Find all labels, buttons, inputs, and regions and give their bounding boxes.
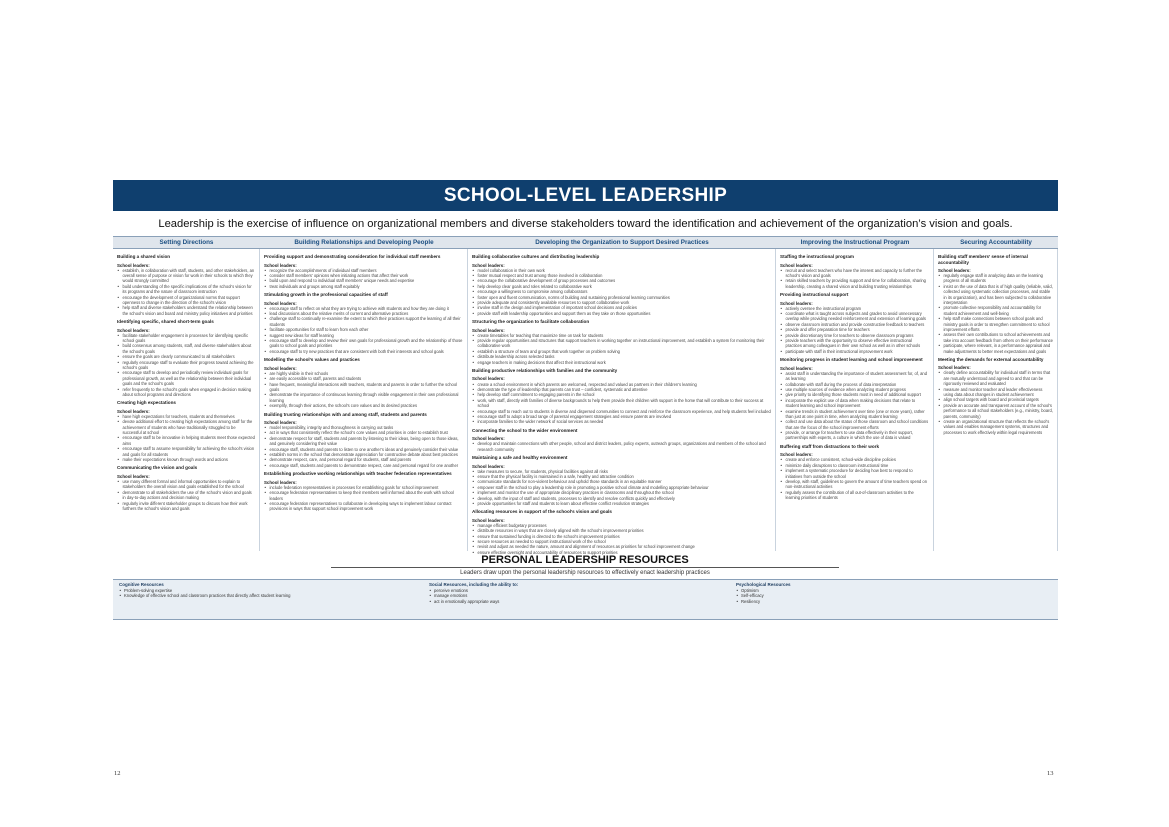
- bullet-item: • demonstrate respect for staff, students and parents by listening to their ideas, being open to those ideas, and genuinely considering their value: [269, 436, 463, 447]
- bullet-item: • use multiple sources of evidence when analyzing student progress: [785, 387, 929, 392]
- resource-item: • Knowledge of effective school and classroom practices that directly affect student learning: [124, 593, 419, 599]
- bullet-item: • treat individuals and groups among staff equitably: [269, 284, 463, 289]
- column-organization: [468, 249, 776, 555]
- bullet-item: • encourage staff to develop and periodically review individual goals for professional growth, as well as the relationship between their individual goals and the school’s goals: [122, 370, 255, 386]
- bullet-item: • have high expectations for teachers, students and themselves: [122, 414, 255, 419]
- resource-list: [736, 588, 1036, 605]
- bullet-item: • provide staff with leadership opportunities and support them as they take on those opportunities: [477, 311, 771, 316]
- bullet-item: • encourage staff to assume responsibility for achieving the school’s vision and goals for all students: [122, 446, 255, 457]
- section-lead-in: School leaders:: [472, 436, 505, 442]
- section: [780, 444, 929, 501]
- bullet-list: [780, 306, 929, 355]
- section-lead-in: School leaders:: [117, 262, 150, 268]
- section-title: Connecting the school to the wider environment: [472, 427, 578, 433]
- bullet-item: • encourage federation representatives to keep their members well informed about the work with school leaders: [269, 490, 463, 501]
- bullet-item: • have frequent, meaningful interactions with teachers, students and parents in order to further the school goals: [269, 382, 463, 393]
- bullet-item: • encourage the collaborative development of group processes and outcomes: [477, 278, 771, 283]
- bullet-list: [117, 414, 255, 463]
- bullet-item: • create a school environment in which parents are welcomed, respected and valued as partners in their children’s learning: [477, 382, 771, 387]
- column-heading-accountability: Securing Accountability: [960, 239, 1032, 246]
- bullet-item: • develop, with staff, guidelines to govern the amount of time teachers spend on non-instructional activities: [785, 479, 929, 490]
- bullet-item: • provide teachers with the opportunity to observe effective instructional practices among colleagues in their own school as well as in other schools: [785, 338, 929, 349]
- bullet-item: • create an organizational structure that reflects the school’s values and enables management systems, structures and processes to work effectively within legal requirements: [943, 419, 1053, 435]
- bullet-list: [264, 268, 463, 290]
- bullet-item: • work, with staff, directly with families of diverse backgrounds to help them provide their children with support in the home that will contribute to their success at school: [477, 398, 771, 409]
- section: [780, 357, 929, 441]
- bullet-item: • insist on the use of data that is of high quality (reliable, valid, collected using systematic collection processes, and stable in its organization), and has been subjected to collaborative interpretation: [943, 284, 1053, 306]
- resource-group-social: [429, 582, 729, 605]
- bullet-item: • develop and maintain connections with other people, school and district leaders, policy experts, outreach groups, organizations and members of the school and research community: [477, 441, 771, 452]
- bullet-item: • actively oversee the instructional program: [785, 306, 929, 311]
- section-title: Identifying specific, shared short-term goals: [117, 319, 214, 325]
- section-lead-in: School leaders:: [780, 300, 813, 306]
- bullet-list: [780, 268, 929, 290]
- section-lead-in: School leaders:: [938, 268, 971, 273]
- section-title: Staffing the instructional program: [780, 254, 855, 259]
- resource-item: • Resiliency: [741, 599, 1036, 605]
- bullet-item: • devote additional effort to creating high expectations among staff for the achievement of students who have traditionally struggled to be successful at school: [122, 419, 255, 435]
- bullet-item: • distribute resources in ways that are closely aligned with the school’s improvement priorities: [477, 528, 771, 533]
- bullet-item: • create timetables for teaching that maximize time on task for students: [477, 333, 771, 338]
- bullet-item: • encourage staff to try new practices that are consistent with both their interests and school goals: [269, 349, 463, 354]
- bullet-item: • give priority to identifying those students most in need of additional support: [785, 392, 929, 397]
- resources-subtitle: Leaders draw upon the personal leadership resources to effectively enact leadership practices: [460, 570, 710, 576]
- bullet-item: • minimize daily disruptions to classroom instructional time: [785, 463, 929, 468]
- bullet-list: [938, 273, 1053, 354]
- section-title: Buffering staff from distractions to their work: [780, 443, 880, 449]
- bullet-item: • encourage staff to be innovative in helping students meet those expected aims: [122, 435, 255, 446]
- section-lead-in: School leaders:: [117, 473, 150, 479]
- bullet-item: • refer frequently to the school’s goals when engaged in decision making about school programs and directions: [122, 387, 255, 398]
- section: [472, 509, 771, 555]
- section-lead-in: School leaders:: [938, 365, 971, 371]
- section-lead-in: School leaders:: [472, 517, 505, 523]
- column-accountability: [934, 249, 1058, 551]
- bullet-item: • revisit and adjust as needed the nature, amount and alignment of resources as priorities for school improvement change: [477, 544, 771, 549]
- section: [264, 471, 463, 512]
- bullet-item: • provide, or arrange for teachers to use data effectively in their support, partnerships with experts, a culture in which the use of data is valued: [785, 430, 929, 441]
- bullet-list: [472, 469, 771, 507]
- bullet-item: • examine trends in student achievement over time (one or more years), rather than just at one point in time, when analyzing student learning: [785, 409, 929, 420]
- bullet-item: • are easily accessible to staff, parents and students: [269, 376, 463, 381]
- resource-item: • act in emotionally appropriate ways: [434, 599, 729, 605]
- bullet-item: • encourage staff, students and parents to demonstrate respect, care and personal regard for one another: [269, 463, 463, 468]
- bullet-item: • recruit and select teachers who have the interest and capacity to further the school’s vision and goals: [785, 268, 929, 279]
- bullet-item: • encourage federation representatives to collaborate in developing ways to implement labour contract provisions in ways that support school improvement work: [269, 501, 463, 512]
- bullet-item: • make their expectations known through words and actions: [122, 457, 255, 462]
- bullet-item: • exemplify, through their actions, the school’s core values and its desired practices: [269, 403, 463, 408]
- section: [472, 455, 771, 506]
- section: [938, 254, 1053, 354]
- bullet-list: [780, 371, 929, 441]
- bullet-list: [780, 457, 929, 500]
- section-lead-in: School leaders:: [780, 365, 813, 371]
- bullet-item: • encourage staff to reflect on what they are trying to achieve with students and how they are doing it: [269, 306, 463, 311]
- bullet-item: • model collaboration in their own work: [477, 268, 771, 273]
- section-lead-in: School leaders:: [780, 452, 813, 458]
- section-lead-in: School leaders:: [472, 376, 505, 382]
- bullet-item: • demonstrate respect, care, and personal regard for students, staff and parents: [269, 457, 463, 462]
- section: [117, 465, 255, 511]
- bullet-item: • model responsibility, integrity and thoroughness in carrying out tasks: [269, 425, 463, 430]
- section: [938, 357, 1053, 435]
- bullet-item: • provide and offer preparation time for teachers: [785, 327, 929, 332]
- bullet-item: • demonstrate the importance of continuous learning through visible engagement in their own professional learning: [269, 392, 463, 403]
- bullet-list: [472, 333, 771, 365]
- bullet-item: • engage teachers in making decisions that affect their instructional work: [477, 360, 771, 365]
- section: [264, 254, 463, 289]
- section-title: Monitoring progress in student learning and school improvement: [780, 357, 923, 363]
- bullet-item: • participate, where relevant, in a performance appraisal and make adjustments to better meet expectations and goals: [943, 343, 1053, 354]
- section: [472, 368, 771, 425]
- bullet-list: [472, 441, 771, 452]
- bullet-item: • facilitate opportunities for staff to learn from each other: [269, 327, 463, 332]
- section-title: Establishing productive working relationships with teacher federation representatives: [264, 471, 452, 477]
- column-setting-directions: [113, 249, 260, 551]
- bullet-item: • foster mutual respect and trust among those involved in collaboration: [477, 273, 771, 278]
- bullet-item: • help staff and diverse stakeholders understand the relationship between the school’s vision and board and ministry policy initiatives and priorities: [122, 305, 255, 316]
- section-title: Building productive relationships with families and the community: [472, 367, 618, 373]
- bullet-item: • implement and monitor the use of appropriate disciplinary practices in classrooms and throughout the school: [477, 490, 771, 495]
- section-lead-in: School leaders:: [264, 300, 297, 306]
- bullet-item: • create and enforce consistent, school-wide discipline policies: [785, 457, 929, 462]
- bullet-item: • communicate standards for non-violent behaviour and uphold those standards in an equitable manner: [477, 479, 771, 484]
- section: [117, 400, 255, 462]
- section-title: Maintaining a safe and healthy environment: [472, 455, 568, 461]
- bullet-list: [264, 485, 463, 512]
- bullet-item: • measure and monitor teacher and leader effectiveness using data about changes in student achievement: [943, 387, 1053, 398]
- bullet-list: [264, 371, 463, 409]
- bullet-list: [264, 306, 463, 355]
- poster-title: SCHOOL-LEVEL LEADERSHIP: [113, 180, 1058, 211]
- section-title: Meeting the demands for external accountability: [938, 356, 1044, 362]
- section: [472, 428, 771, 452]
- section: [472, 319, 771, 365]
- bullet-list: [938, 370, 1053, 435]
- bullet-item: • take measures to secure, for students, physical facilities against all risks: [477, 469, 771, 474]
- bullet-item: • ensure the goals are clearly communicated to all stakeholders: [122, 354, 255, 359]
- bullet-item: • encourage the development of organizational norms that support openness to change in the direction of the school’s vision: [122, 295, 255, 306]
- bullet-item: • establish, in collaboration with staff, students, and other stakeholders, an overall sense of purpose or vision for work in their schools to which they would strongly committed: [122, 268, 255, 284]
- bullet-item: • incorporate the explicit use of data when making decisions that relate to student learning and school improvement: [785, 398, 929, 409]
- bullet-item: • ensure effective oversight and accountability of resources to support priorities: [477, 550, 771, 555]
- bullet-item: • help staff make connections between school goals and ministry goals in order to strengthen commitment to school improvement efforts: [943, 316, 1053, 332]
- bullet-item: • build understanding of the specific implications of the school’s vision for its programs and the nature of classroom instruction: [122, 284, 255, 295]
- bullet-item: • provide opportunities for staff and students to learn about effective conflict resolution strategies: [477, 501, 771, 506]
- section-title: Structuring the organization to facilitate collaboration: [472, 319, 590, 325]
- bullet-item: • manage efficient budgetary processes: [477, 523, 771, 528]
- column-relationships: [260, 249, 468, 551]
- resources-band: [113, 579, 1058, 620]
- section: [117, 319, 255, 397]
- section-lead-in: School leaders:: [264, 479, 297, 485]
- bullet-item: • challenge staff to continually re-examine the extent to which their practices support the learning of all their students: [269, 316, 463, 327]
- resource-group-cognitive: [119, 582, 419, 599]
- bullet-item: • assess their own contributions to school achievements and take into account feedback from others on their performance: [943, 332, 1053, 343]
- bullet-item: • provide an accurate and transparent account of the school’s performance to all school stakeholders (e.g., ministry, board, parents, community): [943, 403, 1053, 419]
- section-title: Communicating the vision and goals: [117, 465, 198, 471]
- bullet-item: • encourage staff to develop and review their own goals for professional growth and the relationship of those goals to school goals and priorities: [269, 338, 463, 349]
- bullet-list: [264, 425, 463, 468]
- section: [264, 412, 463, 469]
- column-heading-setting-directions: Setting Directions: [159, 239, 214, 246]
- section-title: Creating high expectations: [117, 400, 176, 406]
- section: [780, 254, 929, 289]
- bullet-item: • encourage staff to reach out to students in diverse and dispersed communities to connect and reinforce the classroom experience, and help students feel included: [477, 409, 771, 414]
- bullet-item: • regularly invite different stakeholder groups to discuss how their work furthers the school’s vision and goals: [122, 501, 255, 512]
- bullet-item: • lead discussions about the relative merits of current and alternative practices: [269, 311, 463, 316]
- bullet-item: • provide discretionary time for teachers to observe classroom programs: [785, 333, 929, 338]
- bullet-item: • consider staff members’ opinions when initiating actions that affect their work: [269, 273, 463, 278]
- bullet-item: • regularly assess the contribution of all out-of-classroom activities to the learning priorities of students: [785, 490, 929, 501]
- bullet-item: • secure resources as needed to support instructional work of the school: [477, 539, 771, 544]
- bullet-item: • promote collective responsibility and accountability for student achievement and well-being: [943, 305, 1053, 316]
- section-lead-in: School leaders:: [264, 420, 297, 425]
- bullet-item: • implement a systematic procedure for deciding how best to respond to initiatives from outside the school: [785, 468, 929, 479]
- page-number-left: 12: [114, 770, 121, 777]
- bullet-item: • suggest new ideas for staff learning: [269, 333, 463, 338]
- section-lead-in: School leaders:: [117, 408, 150, 414]
- bullet-item: • are highly visible in their schools: [269, 371, 463, 376]
- section: [472, 254, 771, 316]
- bullet-list: [472, 268, 771, 317]
- section-title: Stimulating growth in the professional capacities of staff: [264, 292, 388, 298]
- bullet-item: • regularly engage staff in analyzing data on the learning progress of all students: [943, 273, 1053, 284]
- page-number-right: 13: [1047, 770, 1054, 777]
- leadership-poster: [113, 180, 1058, 715]
- resource-item: • Optimism: [741, 588, 1036, 594]
- bullet-item: • collaborate with staff during the process of data interpretation: [785, 382, 929, 387]
- section: [780, 292, 929, 354]
- bullet-item: • include federation representatives in processes for establishing goals for school improvement: [269, 485, 463, 490]
- section-title: Providing support and demonstrating consideration for individual staff members: [264, 254, 441, 259]
- bullet-item: • coordinate what is taught across subjects and grades to avoid unnecessary overlap while providing needed reinforcement and extension of learning goals: [785, 311, 929, 322]
- bullet-item: • build consensus among students, staff, and diverse stakeholders about the school’s goals: [122, 343, 255, 354]
- section-lead-in: School leaders:: [780, 262, 813, 268]
- section-lead-in: School leaders:: [264, 262, 297, 268]
- bullet-item: • provide adequate and consistently available resources to support collaborative work: [477, 300, 771, 305]
- column-heading-instructional: Improving the Instructional Program: [800, 239, 910, 246]
- bullet-item: • recognize the accomplishments of individual staff members: [269, 268, 463, 273]
- section-title: Building collaborative cultures and distributing leadership: [472, 254, 600, 259]
- bullet-list: [472, 523, 771, 555]
- section-title: Modelling the school’s values and practices: [264, 357, 360, 363]
- resource-list: [119, 588, 419, 599]
- bullet-item: • retain skilled teachers by providing support and time for collaboration, sharing leadership, creating a shared vision and building trusting relationships: [785, 278, 929, 289]
- bullet-item: • demonstrate to all stakeholders the use of the school’s vision and goals in day-to-day actions and decision making: [122, 490, 255, 501]
- section: [264, 292, 463, 354]
- resource-item: • manage emotions: [434, 593, 729, 599]
- bullet-item: • encourage a willingness to compromise among collaborators: [477, 289, 771, 294]
- bullet-item: • provide regular opportunities and structures that support teachers in working together on instructional improvement, and establish a system for monitoring their collaborative work: [477, 338, 771, 349]
- bullet-item: • assist staff in understanding the importance of student assessment for, of, and as learning: [785, 371, 929, 382]
- section-lead-in: School leaders:: [472, 262, 505, 268]
- bullet-item: • facilitate stakeholder engagement in processes for identifying specific school goals: [122, 333, 255, 344]
- bullet-item: • ensure that the physical facility is maintained in a safe, healthy and attractive condition: [477, 474, 771, 479]
- bullet-item: • establish norms in the school that demonstrate appreciation for constructive debate about best practices: [269, 452, 463, 457]
- section-title: Allocating resources in support of the school’s vision and goals: [472, 509, 612, 515]
- section-title: Building a shared vision: [117, 254, 171, 259]
- resource-group-title: Social Resources, including the ability to:: [429, 582, 519, 587]
- section-lead-in: School leaders:: [117, 327, 150, 333]
- bullet-item: • develop, with the input of staff and students, processes to identify and resolve conflicts quickly and effectively: [477, 496, 771, 501]
- column-instructional: [776, 249, 934, 551]
- section-title: Building trusting relationships with and among staff, students and parents: [264, 411, 427, 417]
- bullet-item: • distribute leadership across selected tasks: [477, 354, 771, 359]
- resource-group-psychological: [736, 582, 1036, 605]
- bullet-item: • regularly encourage staff to evaluate their progress toward achieving the school’s goals: [122, 360, 255, 371]
- bullet-item: • align school targets with board and provincial targets: [943, 397, 1053, 402]
- section-lead-in: School leaders:: [264, 365, 297, 371]
- bullet-item: • observe classroom instruction and provide constructive feedback to teachers: [785, 322, 929, 327]
- bullet-list: [117, 333, 255, 398]
- resource-list: [429, 588, 729, 605]
- resource-item: • perceive emotions: [434, 588, 729, 594]
- column-heading-organization: Developing the Organization to Support Desired Practices: [535, 239, 709, 246]
- section: [117, 254, 255, 316]
- resource-group-title: Cognitive Resources: [119, 582, 164, 587]
- resource-group-title: Psychological Resources: [736, 582, 791, 587]
- bullet-item: • encourage staff to adopt a broad range of parental engagement strategies and ensure parents are involved: [477, 414, 771, 419]
- bullet-item: • foster open and fluent communication, norms of building and sustaining professional learning communities: [477, 295, 771, 300]
- bullet-item: • empower staff in the school to play a leadership role in promoting a positive school climate and modelling appropriate behaviour: [477, 485, 771, 490]
- resource-item: • Self-efficacy: [741, 593, 1036, 599]
- section-title: Providing instructional support: [780, 292, 849, 298]
- bullet-list: [117, 479, 255, 511]
- bullet-item: • ensure that sustained funding is directed to the school’s improvement priorities: [477, 534, 771, 539]
- section-title: Building staff members’ sense of internal accountability: [938, 254, 1028, 265]
- section: [264, 357, 463, 408]
- bullet-item: • clearly define accountability for individual staff in terms that are mutually understood and agreed to and that can be rigorously reviewed and evaluated: [943, 370, 1053, 386]
- section-lead-in: School leaders:: [472, 327, 505, 333]
- bullet-item: • encourage staff, students and parents to listen to one another’s ideas and genuinely consider their value: [269, 447, 463, 452]
- bullet-item: • use many different formal and informal opportunities to explain to stakeholders the overall vision and goals established for the school: [122, 479, 255, 490]
- bullet-item: • help develop staff commitment to engaging parents in the school: [477, 392, 771, 397]
- resource-item: • Problem-solving expertise: [124, 588, 419, 594]
- resources-title: PERSONAL LEADERSHIP RESOURCES: [331, 553, 839, 568]
- bullet-item: • establish a structure of team and groups that work together on problem solving: [477, 349, 771, 354]
- bullet-item: • act in ways that consistently reflect the school’s core values and priorities in order to establish trust: [269, 430, 463, 435]
- bullet-list: [472, 382, 771, 425]
- bullet-item: • involve staff in the design and implementation of important school decisions and policies: [477, 305, 771, 310]
- bullet-item: • collect and use data about the status of those classroom and school conditions that are the focus of the school improvement efforts: [785, 419, 929, 430]
- bullet-item: • participate with staff in their instructional improvement work: [785, 349, 929, 354]
- bullet-list: [117, 268, 255, 317]
- bullet-item: • help develop clear goals and roles related to collaborative work: [477, 284, 771, 289]
- column-heading-relationships: Building Relationships and Developing People: [294, 239, 434, 246]
- column-headers-band: [113, 236, 1058, 249]
- section-lead-in: School leaders:: [472, 463, 505, 469]
- bullet-item: • demonstrate the type of leadership that parents can trust – confident, systematic and attentive: [477, 387, 771, 392]
- bullet-item: • incorporate families to the wider network of social services as needed: [477, 419, 771, 424]
- poster-subtitle: Leadership is the exercise of influence on organizational members and diverse stakeholders toward the identification and achievement of the organization’s vision and goals.: [158, 218, 1013, 230]
- bullet-item: • build upon and respond to individual staff members’ unique needs and expertise: [269, 278, 463, 283]
